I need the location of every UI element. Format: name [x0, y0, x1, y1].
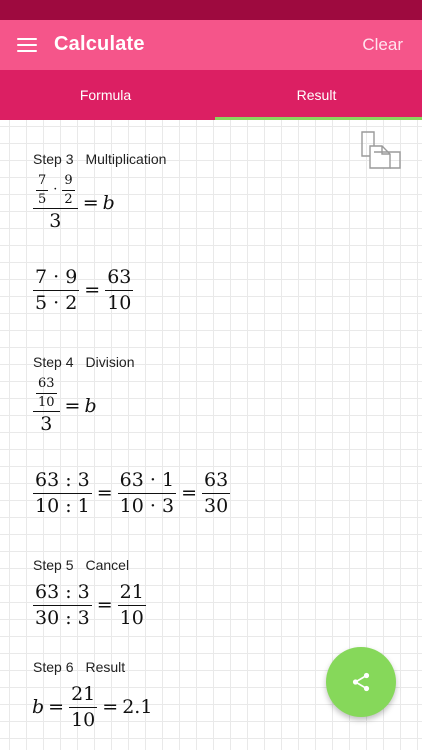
frac-denominator: 3 — [49, 210, 62, 233]
frac-numerator: 7 · 9 — [33, 267, 79, 291]
result-value: 2.1 — [122, 696, 153, 719]
step-name: Result — [85, 659, 126, 675]
step-3-label — [33, 151, 166, 167]
frac-denominator: 10 — [107, 291, 132, 314]
share-button[interactable] — [326, 647, 396, 717]
tab-result[interactable]: Result — [296, 87, 337, 103]
frac-denominator: 5 — [38, 191, 47, 207]
variable-b: b — [84, 395, 97, 418]
step-4-label — [33, 354, 135, 370]
frac-numerator: 63 — [202, 470, 230, 494]
tab-formula[interactable]: Formula — [79, 87, 132, 103]
frac-denominator: 10 — [119, 606, 144, 629]
step-5-label — [33, 557, 129, 573]
step-number: Step 4 — [33, 354, 74, 370]
variable-b: b — [32, 696, 45, 719]
frac-denominator: 5 · 2 — [35, 291, 78, 314]
step-4-result-equation: $\frac{63 : 3}{10 : 1}$ = $\frac{63 \cdot 1}{10 \cdot 3}$ = $\frac{63}{30}$ — [35, 469, 229, 517]
app-bar — [0, 20, 422, 70]
frac-numerator: 63 : 3 — [33, 470, 92, 494]
step-number: Step 3 — [33, 151, 74, 167]
page-title: Calculate — [54, 33, 145, 55]
share-icon — [350, 671, 372, 693]
frac-denominator: 30 — [203, 494, 229, 517]
step-6-label — [33, 659, 125, 675]
frac-denominator: 3 — [40, 413, 53, 436]
frac-numerator: 63 · 1 — [118, 470, 176, 494]
frac-numerator: 21 — [69, 684, 97, 708]
frac-denominator: 10 · 3 — [119, 494, 175, 517]
step-3-equation: $\frac{7}{5}$ · $\frac{9}{2}$ 3 = b — [32, 174, 115, 232]
variable-b: b — [102, 192, 115, 215]
step-number: Step 5 — [33, 557, 74, 573]
clear-button[interactable]: Clear — [362, 35, 403, 54]
frac-numerator: 63 — [105, 267, 133, 291]
step-6-equation: b = $\frac{21}{10}$ = 2.1 — [32, 683, 153, 731]
status-bar — [0, 0, 422, 20]
step-name: Cancel — [85, 557, 130, 573]
step-number: Step 6 — [33, 659, 74, 675]
frac-denominator: 10 — [38, 394, 55, 410]
frac-denominator: 2 — [64, 191, 73, 207]
step-4-equation: $\frac{\frac{63}{10}}{3}$ = b — [32, 377, 97, 435]
frac-numerator: 21 — [118, 582, 146, 606]
copy-icon[interactable] — [360, 130, 402, 172]
frac-numerator: 9 — [62, 174, 74, 191]
frac-numerator: 7 — [36, 174, 48, 191]
step-5-equation: $\frac{63 : 3}{30 : 3}$ = $\frac{21}{10}$ — [35, 581, 144, 629]
frac-denominator: 30 : 3 — [35, 606, 90, 629]
frac-denominator: 10 — [71, 708, 96, 731]
frac-numerator: 63 — [36, 377, 57, 394]
frac-denominator: 10 : 1 — [35, 494, 90, 517]
menu-icon[interactable] — [17, 38, 37, 52]
step-3-result-equation: $\frac{7 \cdot 9}{5 \cdot 2}$ = $\frac{63}{10}$ — [35, 266, 132, 314]
frac-numerator: 63 : 3 — [33, 582, 92, 606]
step-name: Multiplication — [85, 151, 167, 167]
tab-bar — [0, 70, 422, 120]
step-name: Division — [85, 354, 135, 370]
